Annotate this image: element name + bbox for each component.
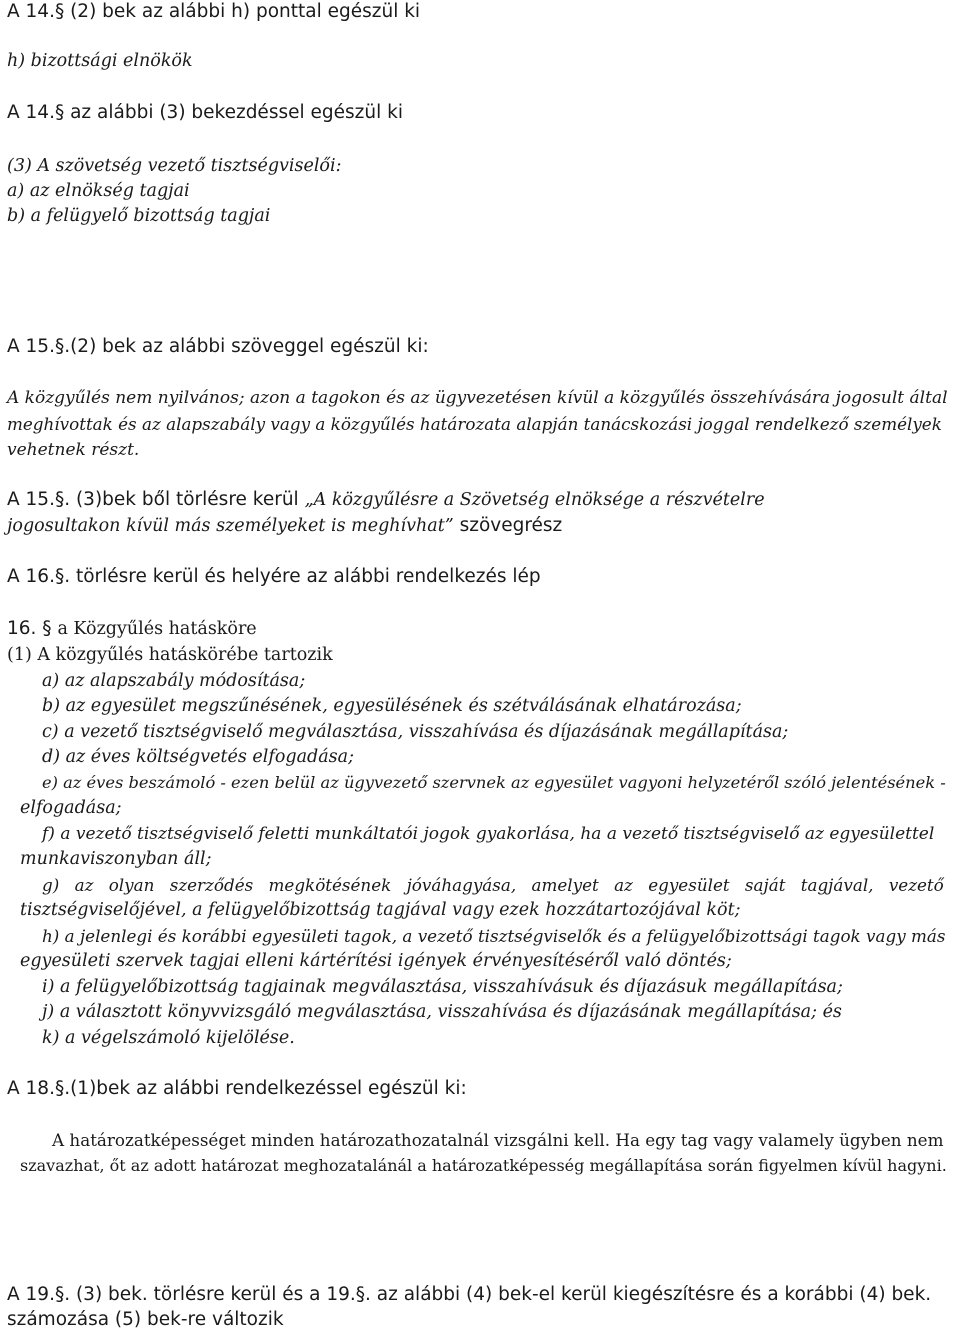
s16-item-e: e) az éves beszámoló - ezen belül az ügyvezető szervnek az egyesület vagyoni helyzetéről szóló jelentésének - (42, 773, 946, 792)
a19-line2: számozása (5) bek-re változik (7, 1309, 284, 1330)
a18-text-line2: szavazhat, őt az adott határozat meghozatalánál a határozatképesség megállapítása során figyelmen kívül hagyni. (20, 1156, 947, 1175)
a15-3-prefix: A 15.§. (3)bek ből törlésre kerül (7, 489, 305, 510)
a15-2-text-line: meghívottak és az alapszabály vagy a közgyűlés határozata alapján tanácskozási joggal rendelkező személyek (7, 414, 942, 434)
s16-item-f: f) a vezető tisztségviselő feletti munkáltatói jogok gyakorlása, ha a vezető tisztségviselő az egyesülettel (42, 824, 935, 844)
a16-heading: A 16.§. törlésre kerül és helyére az alábbi rendelkezés lép (7, 566, 541, 587)
a15-3-line2 (7, 514, 562, 539)
s16-item-i: i) a felügyelőbizottság tagjainak megválasztása, visszahívásuk és díjazásuk megállapítása; (42, 977, 843, 997)
s16-title: a Közgyűlés hatásköre (57, 619, 257, 639)
a15-3-quote: jogosultakon kívül más személyeket is meghívhat” (7, 516, 454, 536)
s16-1: (1) A közgyűlés hatáskörébe tartozik (7, 645, 333, 665)
a19-line1: A 19.§. (3) bek. törlésre kerül és a 19.§. az alábbi (4) bek-el kerül kiegészítésre és a korábbi (4) bek. (7, 1284, 932, 1305)
s16-item-h: h) a jelenlegi és korábbi egyesületi tagok, a vezető tisztségviselők és a felügyelőbizottsági tagok vagy más (42, 926, 946, 946)
s16-item-a: a) az alapszabály módosítása; (42, 671, 306, 691)
s16-number: 16. § (7, 618, 58, 639)
a15-2-text-line: vehetnek részt. (7, 440, 140, 460)
a15-2-heading: A 15.§.(2) bek az alábbi szöveggel egészül ki: (7, 336, 429, 357)
a14-3-line: (3) A szövetség vezető tisztségviselői: (7, 156, 342, 176)
s16-item-d: d) az éves költségvetés elfogadása; (42, 747, 354, 767)
s16-item-g: g) az olyan szerződés megkötésének jóváhagyása, amelyet az egyesület saját tagjával, vezető (42, 875, 944, 895)
a14-3-line: b) a felügyelő bizottság tagjai (7, 206, 271, 226)
s16-title-line (7, 617, 257, 642)
s16-item-e-cont: elfogadása; (20, 798, 122, 818)
a18-heading: A 18.§.(1)bek az alábbi rendelkezéssel egészül ki: (7, 1078, 467, 1099)
a14-3-heading: A 14.§ az alábbi (3) bekezdéssel egészül ki (7, 102, 403, 123)
s16-item-k: k) a végelszámoló kijelölése. (42, 1028, 295, 1048)
a15-2-text-line: A közgyűlés nem nyilvános; azon a tagokon és az ügyvezetésen kívül a közgyűlés összehívására jogosult által (7, 388, 948, 408)
s16-item-c: c) a vezető tisztségviselő megválasztása, visszahívása és díjazásának megállapítása; (42, 722, 789, 742)
a14-3-line: a) az elnökség tagjai (7, 181, 190, 201)
s16-item-g-cont: tisztségviselőjével, a felügyelőbizottság tagjával vagy ezek hozzátartozójával köt; (20, 900, 741, 920)
a18-text-line1: A határozatképességet minden határozathozatalnál vizsgálni kell. Ha egy tag vagy valamely ügyben nem (52, 1130, 944, 1150)
a15-3-quote: „A közgyűlésre a Szövetség elnöksége a részvételre (304, 490, 765, 510)
a14-2-item-h: h) bizottsági elnökök (7, 51, 193, 71)
a14-2-heading: A 14.§ (2) bek az alábbi h) ponttal egészül ki (7, 1, 421, 22)
s16-item-f-cont: munkaviszonyban áll; (20, 849, 212, 869)
s16-item-b: b) az egyesület megszűnésének, egyesülésének és szétválásának elhatározása; (42, 696, 742, 716)
a15-3-line1 (7, 488, 765, 513)
s16-item-j: j) a választott könyvvizsgáló megválasztása, visszahívása és díjazásának megállapítása; és (42, 1002, 842, 1022)
a15-3-suffix: szövegrész (453, 515, 563, 536)
s16-item-h-cont: egyesületi szervek tagjai elleni kártérítési igények érvényesítéséről való döntés; (20, 951, 732, 971)
